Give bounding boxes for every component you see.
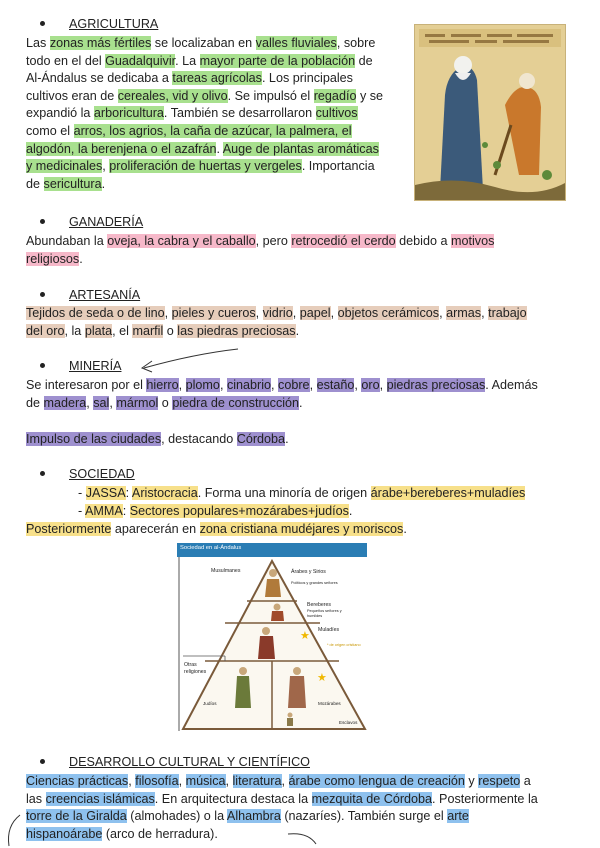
text-line (26, 88, 411, 106)
plain-text: , (379, 378, 387, 392)
highlight-text: arros, los agrios, la caña de azúcar, la palmera, el (73, 123, 352, 138)
text-line (26, 521, 571, 539)
highlight-text: trabajo (488, 306, 527, 320)
plain-text: Al-Ándalus se dedicaba a (26, 71, 173, 86)
highlight-text: madera (43, 395, 87, 410)
label-esclavos: Esclavos (339, 720, 358, 725)
highlight-text: vidrio (262, 306, 293, 320)
plain-text: cultivos eran de (26, 88, 118, 103)
plain-text: Abundaban la (26, 234, 108, 248)
highlight-text: Córdoba (236, 432, 286, 446)
bullet-icon (40, 292, 45, 297)
text-line (26, 70, 411, 88)
plain-text: , (309, 378, 317, 392)
highlight-text: retrocedió el cerdo (291, 234, 396, 248)
plain-text: y se (356, 88, 384, 103)
highlight-text: oro (361, 378, 380, 392)
text-line (78, 485, 525, 503)
text-line (26, 431, 571, 449)
highlight-text: cinabrio (226, 378, 272, 392)
plain-text: o (158, 395, 173, 410)
plain-text: . También se desarrollaron (163, 106, 316, 121)
highlight-text: mezquita de Córdoba (311, 791, 433, 806)
text-line (26, 251, 571, 269)
highlight-text: mayor parte de la población (199, 53, 356, 68)
highlight-text: Aristocracia (131, 486, 198, 500)
heading-cultural: DESARROLLO CULTURAL Y CIENTÍFICO (40, 754, 310, 771)
plain-text: o (163, 323, 178, 338)
plain-text: , (164, 306, 172, 320)
bullet-icon (40, 219, 45, 224)
highlight-text: papel (299, 306, 331, 320)
highlight-text: zona cristiana mudéjares y moriscos (199, 522, 404, 536)
highlight-text: y medicinales (26, 159, 103, 174)
text-line (26, 233, 571, 251)
plain-text: , (178, 378, 186, 392)
highlight-text: piedras preciosas (386, 378, 486, 392)
plain-text: , (128, 774, 136, 788)
label-arabes-sub: Políticos y grandes señores (291, 581, 338, 585)
plain-text: . (216, 141, 223, 156)
plain-text: (almohades) o la (126, 809, 227, 824)
highlight-text: torre de la Giralda (26, 809, 127, 824)
highlight-text: árabe como lengua de creación (288, 774, 465, 788)
highlight-text: hispanoárabe (26, 826, 103, 841)
plain-text: (arco de herradura). (102, 826, 218, 841)
highlight-text: tareas agrícolas (172, 71, 262, 86)
plain-text: de (26, 176, 44, 191)
highlight-text: mármol (116, 395, 159, 410)
svg-text:★: ★ (300, 629, 310, 642)
text-line (26, 141, 411, 159)
agricultura-text (26, 35, 411, 193)
plain-text: (nazaríes). También surge el (280, 809, 448, 824)
plain-text: . Posteriormente la (432, 791, 538, 806)
highlight-text: AMMA (85, 504, 123, 518)
highlight-text: cereales, vid y olivo (117, 88, 228, 103)
highlight-text: regadío (313, 88, 357, 103)
plain-text: , (109, 395, 117, 410)
highlight-text: música (185, 774, 226, 788)
highlight-text: Ciencias prácticas (26, 774, 129, 788)
plain-text: - (78, 504, 85, 518)
plain-text: . (403, 522, 407, 536)
highlight-text: JASSA (85, 486, 126, 500)
text-line (26, 123, 411, 141)
highlight-text: plata (84, 323, 113, 338)
plain-text: , (86, 395, 94, 410)
society-pyramid-diagram (177, 543, 367, 731)
plain-text: como el (26, 123, 74, 138)
bullet-icon (40, 363, 45, 368)
highlight-text: marfil (132, 323, 164, 338)
label-bereberes-sub: Pequeños señores y humildes (307, 609, 342, 618)
plain-text: las (26, 791, 46, 806)
highlight-text: Impulso de las ciudades (26, 432, 162, 446)
highlight-text: literatura (232, 774, 282, 788)
plain-text: , (281, 774, 289, 788)
highlight-text: plomo (185, 378, 220, 392)
plain-text: , (271, 378, 279, 392)
plain-text: , pero (255, 234, 292, 248)
plain-text: de (26, 395, 44, 410)
plain-text: . (285, 432, 289, 446)
highlight-text: Guadalquivir (105, 53, 176, 68)
plain-text: expandió la (26, 106, 94, 121)
bullet-icon (40, 759, 45, 764)
plain-text: , (102, 159, 110, 174)
plain-text: . Los principales (261, 71, 353, 86)
highlight-text: valles fluviales (255, 36, 337, 50)
highlight-text: creencias islámicas (45, 791, 155, 806)
plain-text: . La (175, 53, 200, 68)
plain-text: aparecerán en (111, 522, 200, 536)
plain-text: a (520, 774, 531, 788)
bullet-icon (40, 21, 45, 26)
label-nota: * de origen cristiano (327, 643, 361, 647)
plain-text: . (295, 323, 300, 338)
highlight-text: Auge de plantas aromáticas (222, 141, 379, 156)
highlight-text: las piedras preciosas (177, 323, 296, 338)
plain-text: , (178, 774, 186, 788)
amma-line (78, 503, 352, 521)
pyramid-title: Sociedad en al-Ándalus (180, 545, 242, 551)
highlight-text: filosofía (135, 774, 179, 788)
plain-text: . Además (485, 378, 538, 392)
heading-artesania: ARTESANÍA (40, 287, 140, 304)
plain-text: , (255, 306, 263, 320)
highlight-text: arboricultura (93, 106, 164, 121)
plain-text: . Forma una minoría de origen (197, 486, 371, 500)
highlight-text: sericultura (43, 176, 102, 191)
plain-text: , sobre (336, 36, 376, 50)
highlight-text: hierro (146, 378, 179, 392)
label-arabes: Árabes y Sirios (291, 569, 326, 575)
heading-agricultura: AGRICULTURA (40, 16, 158, 33)
text-line (26, 176, 411, 194)
text-line (78, 503, 352, 521)
highlight-text: proliferación de huertas y vergeles (109, 159, 302, 174)
plain-text: . (348, 504, 353, 518)
plain-text: . Se impulsó el (227, 88, 314, 103)
heading-ganaderia: GANADERÍA (40, 214, 143, 231)
svg-text:★: ★ (317, 671, 327, 684)
text-line (26, 395, 571, 413)
plain-text: Se interesaron por el (26, 378, 147, 392)
highlight-text: algodón, la berenjena o el azafrán (26, 141, 217, 156)
highlight-text: Tejidos de seda o de lino (26, 306, 165, 320)
plain-text: , (481, 306, 489, 320)
text-line (26, 105, 411, 123)
highlight-text: objetos cerámicos (337, 306, 440, 320)
plain-text: , destacando (161, 432, 237, 446)
highlight-text: piedra de construcción (172, 395, 300, 410)
ganaderia-text (26, 233, 571, 268)
highlight-text: estaño (316, 378, 355, 392)
text-line (26, 158, 411, 176)
bullet-icon (40, 471, 45, 476)
jassa-line (78, 485, 525, 503)
highlight-text: sal (93, 395, 110, 410)
artesania-text (26, 305, 571, 340)
label-bereberes: Bereberes (307, 602, 331, 608)
plain-text: . (79, 251, 83, 266)
plain-text: : (125, 486, 132, 500)
plain-text: , (219, 378, 227, 392)
label-otras: Otras religiones (184, 662, 207, 675)
plain-text: y (464, 774, 479, 788)
highlight-text: religiosos (26, 251, 80, 266)
hand-curve-icon (286, 828, 326, 848)
highlight-text: armas (446, 306, 482, 320)
plain-text: , (354, 378, 362, 392)
plain-text: todo en el del (26, 53, 106, 68)
highlight-text: árabe+bereberes+muladíes (370, 486, 526, 500)
highlight-text: respeto (478, 774, 521, 788)
text-line (26, 305, 571, 323)
heading-sociedad: SOCIEDAD (40, 466, 135, 483)
highlight-text: oveja, la cabra y el caballo (107, 234, 256, 248)
text-line (26, 35, 411, 53)
text-line (26, 377, 571, 395)
plain-text: , (292, 306, 300, 320)
hand-bracket-icon (0, 812, 30, 848)
miniature-image (414, 24, 566, 201)
plain-text: . (299, 395, 303, 410)
plain-text: , la (64, 323, 85, 338)
plain-text: Las (26, 36, 50, 50)
highlight-text: pieles y cueros (171, 306, 256, 320)
mineria-text (26, 377, 571, 412)
hand-arrow-icon (134, 346, 244, 374)
plain-text: . (101, 176, 106, 191)
plain-text: : (122, 504, 130, 518)
text-line (26, 808, 571, 826)
text-line (26, 323, 571, 341)
label-musulmanes: Musulmanes (211, 568, 241, 574)
highlight-text: del oro (26, 323, 65, 338)
posteriormente-line (26, 521, 571, 539)
plain-text: debido a (395, 234, 451, 248)
label-muladies: Muladíes (318, 627, 340, 633)
highlight-text: cultivos (315, 106, 358, 121)
plain-text: , (330, 306, 338, 320)
heading-mineria: MINERÍA (40, 358, 121, 375)
highlight-text: cobre (278, 378, 310, 392)
plain-text: de (355, 53, 373, 68)
plain-text: . En arquitectura destaca la (154, 791, 312, 806)
plain-text: , el (112, 323, 133, 338)
text-line (26, 53, 411, 71)
text-line (26, 791, 571, 809)
label-judios: Judíos (203, 701, 217, 706)
plain-text: , (225, 774, 233, 788)
label-mozarabes: Mozárabes (318, 701, 341, 706)
plain-text: - (78, 486, 86, 500)
highlight-text: arte (447, 809, 469, 824)
ciudades-text (26, 431, 571, 449)
text-line (26, 773, 571, 791)
plain-text: se localizaban en (151, 36, 256, 50)
plain-text: . Importancia (301, 159, 375, 174)
highlight-text: zonas más fértiles (49, 36, 152, 50)
highlight-text: motivos (451, 234, 495, 248)
highlight-text: Alhambra (226, 809, 281, 824)
highlight-text: Sectores populares+mozárabes+judíos (129, 504, 349, 518)
highlight-text: Posteriormente (26, 522, 112, 536)
plain-text: , (439, 306, 447, 320)
